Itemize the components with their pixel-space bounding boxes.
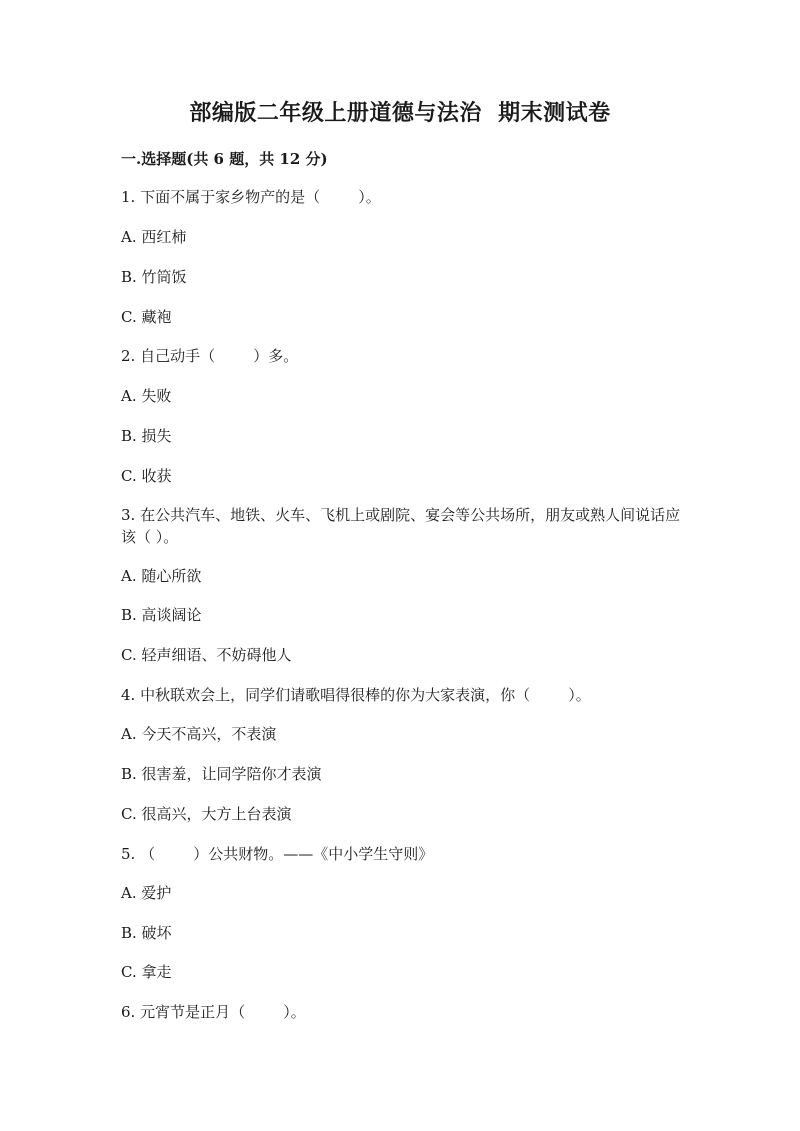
question-stem-2: 2. 自己动手（ ）多。 [121,347,299,365]
question-4-option-a: A. 今天不高兴，不表演 [121,725,277,743]
question-stem-1: 1. 下面不属于家乡物产的是（ ）。 [121,188,381,206]
question-1-option-c: C. 藏袍 [121,308,172,326]
question-2-option-b: B. 损失 [121,427,172,445]
question-5-option-b: B. 破坏 [121,924,172,942]
question-1-option-b: B. 竹筒饭 [121,268,187,286]
question-stem-3: 3. 在公共汽车、地铁、火车、飞机上或剧院、宴会等公共场所，朋友或熟人间说话应该（ ）。 [121,506,681,546]
page-title: 部编版二年级上册道德与法治 期末测试卷 [189,100,611,126]
question-5-option-c: C. 拿走 [121,963,172,981]
question-1-option-a: A. 西红柿 [121,228,187,246]
question-2-option-a: A. 失败 [121,387,172,405]
question-3-option-a: A. 随心所欲 [121,567,202,585]
question-3-option-b: B. 高谈阔论 [121,606,202,624]
question-4-option-c: C. 很高兴，大方上台表演 [121,805,292,823]
question-4-option-b: B. 很害羞，让同学陪你才表演 [121,765,322,783]
question-5-option-a: A. 爱护 [121,884,172,902]
question-stem-6: 6. 元宵节是正月（ ）。 [121,1003,306,1021]
question-stem-4: 4. 中秋联欢会上，同学们请歌唱得很棒的你为大家表演，你（ ）。 [121,686,591,704]
section-heading: 一.选择题(共 6 题，共 12 分) [121,150,328,168]
question-stem-5: 5. （ ）公共财物。——《中小学生守则》 [121,845,434,863]
question-3-option-c: C. 轻声细语、不妨碍他人 [121,646,292,664]
question-2-option-c: C. 收获 [121,467,172,485]
